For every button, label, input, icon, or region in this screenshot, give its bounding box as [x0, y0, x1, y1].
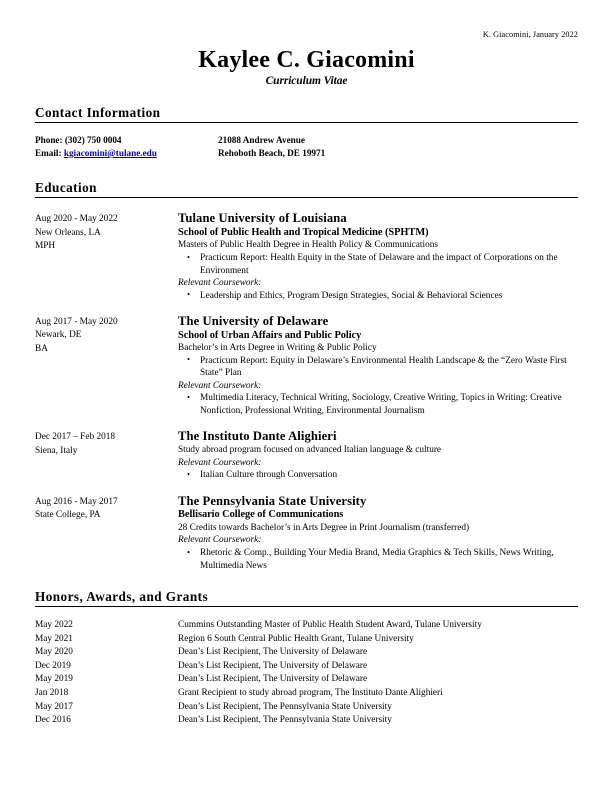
honor-row — [35, 660, 578, 674]
coursework-item: • Italian Culture through Conversation — [178, 469, 578, 481]
education-highlight-item: • Practicum Report: Equity in Delaware’s Environmental Health Landscape & the “Zero Waste First State” Plan — [178, 355, 578, 380]
honor-description: Cummins Outstanding Master of Public Health Student Award, Tulane University — [178, 620, 482, 631]
section-heading-honors: Honors, Awards, and Grants — [35, 588, 209, 604]
education-entry-location: Siena, Italy — [35, 445, 78, 456]
section-heading-education: Education — [35, 180, 97, 196]
phone-text: Phone: (302) 750 0004 — [35, 135, 122, 146]
coursework-item: • Rhetoric & Comp., Building Your Media Brand, Media Graphics & Tech Skills, News Writing, Multimedia News — [178, 547, 578, 572]
section-rule-education — [35, 197, 578, 198]
honor-row — [35, 701, 578, 715]
running-header: K. Giacomini, January 2022 — [482, 30, 578, 39]
section-rule-honors — [35, 606, 578, 607]
education-entry-body — [178, 494, 578, 572]
education-entry-location: New Orleans, LA — [35, 227, 101, 238]
address-line-2: Rehoboth Beach, DE 19971 — [218, 148, 326, 159]
honor-date: Jan 2018 — [35, 687, 69, 698]
honor-row — [35, 633, 578, 647]
education-entry-date-range: Aug 2020 - May 2022 — [35, 214, 118, 225]
education-entry-body — [178, 314, 578, 417]
education-entry-dates — [35, 314, 178, 417]
honor-date: May 2019 — [35, 674, 73, 685]
coursework-item: • Leadership and Ethics, Program Design Strategies, Social & Behavioral Sciences — [178, 290, 578, 302]
address-line-1: 21088 Andrew Avenue — [218, 135, 305, 146]
honors-list — [35, 619, 578, 728]
coursework-item: • Multimedia Literacy, Technical Writing, Sociology, Creative Writing, Topics in Writing: Creative Nonfiction, Professional Writing, Environmental Journalism — [178, 392, 578, 417]
email-link[interactable]: kgiacomini@tulane.edu — [63, 148, 157, 159]
contact-details — [35, 134, 578, 160]
page-subtitle: Curriculum Vitae — [265, 75, 348, 88]
education-entry-date-range: Aug 2016 - May 2017 — [35, 496, 118, 507]
education-organization: Tulane University of Louisiana — [178, 211, 347, 226]
section-heading-contact: Contact Information — [35, 104, 161, 120]
education-degree: 28 Credits towards Bachelor’s in Arts Degree in Print Journalism (transferred) — [178, 522, 470, 533]
education-entry-dates — [35, 494, 178, 572]
education-school: School of Public Health and Tropical Medicine (SPHTM) — [178, 226, 429, 238]
education-entry-dates — [35, 211, 178, 302]
education-degree: Masters of Public Health Degree in Health Policy & Communications — [178, 240, 439, 251]
education-entry-location: Newark, DE — [35, 330, 82, 341]
honor-description: Dean’s List Recipient, The University of Delaware — [178, 674, 368, 685]
education-entry-credential: BA — [35, 343, 48, 354]
honor-row — [35, 714, 578, 728]
contact-row — [35, 134, 578, 147]
education-highlight-list — [178, 252, 578, 277]
title-block — [35, 48, 578, 89]
honor-description: Dean’s List Recipient, The Pennsylvania State University — [178, 701, 392, 712]
honor-description: Dean’s List Recipient, The University of Delaware — [178, 660, 368, 671]
coursework-label: Relevant Coursework: — [178, 278, 262, 289]
education-entry-body — [178, 429, 578, 481]
education-entry-credential: MPH — [35, 240, 56, 251]
honor-date: May 2022 — [35, 620, 73, 631]
coursework-list — [178, 547, 578, 572]
education-entry-body — [178, 211, 578, 302]
education-school: Bellisario College of Communications — [178, 509, 344, 521]
education-entry — [35, 429, 578, 481]
honor-row — [35, 619, 578, 633]
education-entry — [35, 314, 578, 417]
education-degree: Bachelor’s in Arts Degree in Writing & Public Policy — [178, 343, 377, 354]
honor-date: Dec 2019 — [35, 660, 71, 671]
cv-content-area — [35, 0, 578, 728]
honor-row — [35, 646, 578, 660]
honor-description: Dean’s List Recipient, The Pennsylvania State University — [178, 715, 392, 726]
honor-row — [35, 673, 578, 687]
email-field — [35, 147, 218, 160]
education-entry-list — [35, 211, 578, 572]
honor-date: Dec 2016 — [35, 715, 71, 726]
honor-date: May 2020 — [35, 647, 73, 658]
honor-date: May 2017 — [35, 701, 73, 712]
education-organization: The Pennsylvania State University — [178, 493, 367, 508]
education-entry — [35, 211, 578, 302]
education-entry-dates — [35, 429, 178, 481]
education-degree: Study abroad program focused on advanced Italian language & culture — [178, 444, 442, 455]
section-honors-awards-grants — [35, 589, 578, 728]
email-label: Email: — [35, 148, 62, 159]
education-highlight-item: • Practicum Report: Health Equity in the State of Delaware and the impact of Corporations on the Environment — [178, 252, 578, 277]
section-contact-information — [35, 105, 578, 160]
honor-description: Grant Recipient to study abroad program, The Instituto Dante Alighieri — [178, 687, 443, 698]
education-entry-date-range: Dec 2017 – Feb 2018 — [35, 432, 116, 443]
education-school: School of Urban Affairs and Public Policy — [178, 329, 362, 341]
coursework-label: Relevant Coursework: — [178, 380, 262, 391]
education-entry-location: State College, PA — [35, 509, 101, 520]
contact-row — [35, 147, 578, 160]
page-title: Kaylee C. Giacomini — [198, 47, 415, 74]
education-entry — [35, 494, 578, 572]
coursework-list — [178, 392, 578, 417]
coursework-list — [178, 469, 578, 481]
coursework-label: Relevant Coursework: — [178, 457, 262, 468]
coursework-list — [178, 290, 578, 302]
honor-row — [35, 687, 578, 701]
honor-date: May 2021 — [35, 633, 73, 644]
section-rule-contact — [35, 122, 578, 123]
honor-description: Dean’s List Recipient, The University of Delaware — [178, 647, 368, 658]
section-education — [35, 180, 578, 572]
coursework-label: Relevant Coursework: — [178, 535, 262, 546]
education-organization: The Instituto Dante Alighieri — [178, 429, 337, 444]
education-organization: The University of Delaware — [178, 314, 329, 329]
honor-description: Region 6 South Central Public Health Grant, Tulane University — [178, 633, 414, 644]
education-entry-date-range: Aug 2017 - May 2020 — [35, 317, 118, 328]
education-highlight-list — [178, 355, 578, 380]
